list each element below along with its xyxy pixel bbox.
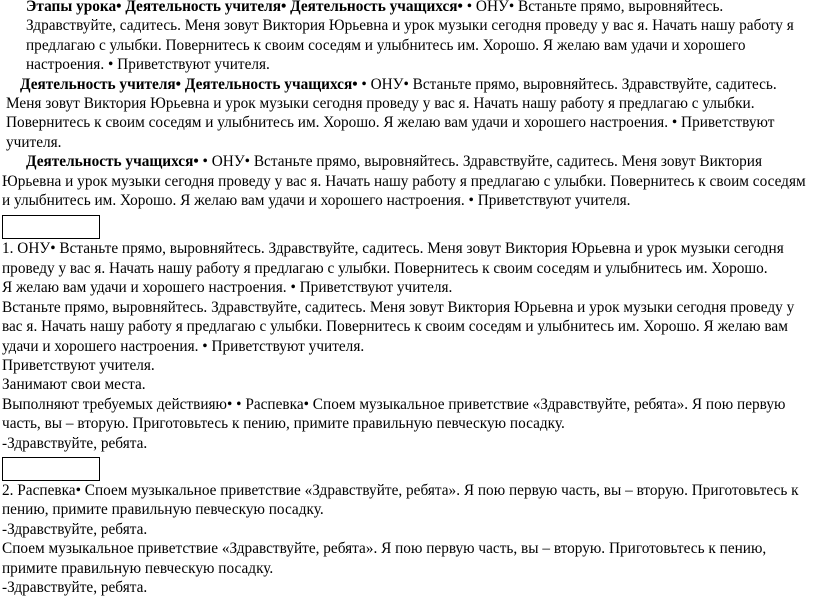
section-2-line: -Здравствуйте, ребята. [2, 520, 148, 538]
paragraph-1-heading: Этапы урока• Деятельность учителя• Деятельность учащихся• [26, 0, 463, 15]
empty-frame-1 [2, 215, 100, 239]
section-1-line: Встаньте прямо, выровняйтесь. Здравствуйте, садитесь. Меня зовут Виктория Юрьевна и урок музыки сегодня проведу у вас я. Начать нашу работу я предлагаю с улыбки. Повернитесь к своим соседям и улыбнитесь им. Хорошо. Я желаю вам удачи и хорошего настроения. • Приветствуют учителя. [2, 298, 795, 355]
paragraph-1-text: • ОНУ• Встаньте прямо, выровняйтесь. Здравствуйте, садитесь. Меня зовут Виктория Юрьевна и урок музыки сегодня проведу у вас я. Начать нашу работу я предлагаю с улыбки. Повернитесь к своим соседям и улыбнитесь им. Хорошо. Я желаю вам удачи и хорошего настроения. • Приветствуют учителя. [26, 0, 794, 74]
paragraph-2 [2, 75, 810, 153]
paragraph-2-heading: Деятельность учителя• Деятельность учащихся• [20, 75, 358, 93]
section-2-line: 2. Распевка• Споем музыкальное приветствие «Здравствуйте, ребята». Я пою первую часть, вы – вторую. Приготовьтесь к пению, примите правильную певческую посадку. [2, 481, 799, 519]
section-1-line: Выполняют требуемых действияю• • Распевка• Споем музыкальное приветствие «Здравствуйте, ребята». Я пою первую часть, вы – вторую. Приготовьтесь к пению, примите правильную певческую посадку. [2, 395, 786, 433]
paragraph-2-text: • ОНУ• Встаньте прямо, выровняйтесь. Здравствуйте, садитесь. Меня зовут Виктория Юрьевна и урок музыки сегодня проведу у вас я. Начать нашу работу я предлагаю с улыбки. Повернитесь к своим соседям и улыбнитесь им. Хорошо. Я желаю вам удачи и хорошего настроения. • Приветствуют учителя. [6, 75, 777, 151]
paragraph-1 [2, 0, 810, 75]
empty-frame-2 [2, 457, 100, 481]
section-1-line: Занимают свои места. [2, 376, 146, 394]
paragraph-3-heading: Деятельность учащихся• [26, 153, 199, 171]
section-1-line: 1. ОНУ• Встаньте прямо, выровняйтесь. Здравствуйте, садитесь. Меня зовут Виктория Юрьевна и урок музыки сегодня проведу у вас я. Начать нашу работу я предлагаю с улыбки. Повернитесь к своим соседям и улыбнитесь им. Хорошо. [2, 240, 784, 277]
section-1-line: -Здравствуйте, ребята. [2, 434, 148, 452]
section-1-line: Я желаю вам удачи и хорошего настроения. • Приветствуют учителя. [2, 279, 453, 297]
document-body [2, 0, 810, 597]
paragraph-3 [2, 152, 810, 210]
section-2-line: Споем музыкальное приветствие «Здравствуйте, ребята». Я пою первую часть, вы – вторую. Приготовьтесь к пению, примите правильную певческую посадку. [2, 540, 767, 577]
paragraph-3-text: • ОНУ• Встаньте прямо, выровняйтесь. Здравствуйте, садитесь. Меня зовут Виктория Юрьевна и урок музыки сегодня проведу у вас я. Начать нашу работу я предлагаю с улыбки. Повернитесь к своим соседям и улыбнитесь им. Хорошо. Я желаю вам удачи и хорошего настроения. • Приветствуют учителя. [2, 153, 806, 210]
section-1-line: Приветствуют учителя. [2, 356, 155, 374]
section-2-line: -Здравствуйте, ребята. [2, 578, 148, 596]
